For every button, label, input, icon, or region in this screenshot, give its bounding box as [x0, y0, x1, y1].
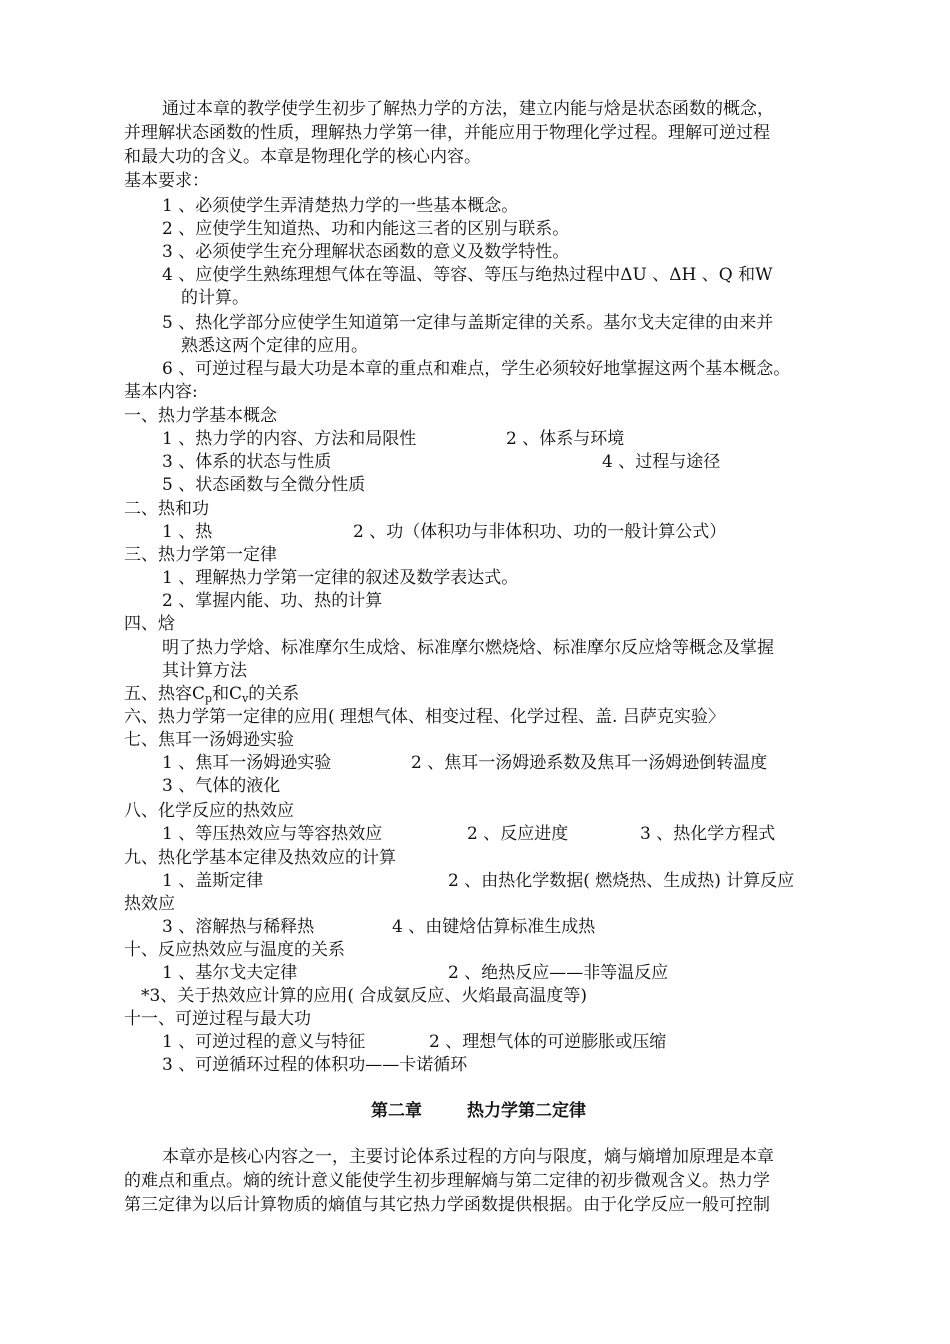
chapter-2-para-line-2: 的难点和重点。熵的统计意义能使学生初步理解熵与第二定律的初步微观含义。热力学: [124, 1171, 770, 1191]
requirement-item-3: 3 、必须使学生充分理解状态函数的意义及数学特性。: [162, 242, 570, 262]
section-10-title: 十、反应热效应与温度的关系: [124, 940, 345, 960]
requirement-item-1: 1 、必须使学生弄清楚热力学的一些基本概念。: [162, 196, 519, 216]
section-1-title: 一、热力学基本概念: [124, 406, 277, 426]
section-7-item-3: 3 、气体的液化: [162, 776, 281, 796]
section-9-item-3: 3 、溶解热与稀释热: [162, 917, 315, 937]
section-1-item-2: 2 、体系与环境: [506, 429, 625, 449]
section-9-item-1: 1 、盖斯定律: [162, 871, 264, 891]
intro-line-2: 并理解状态函数的性质，理解热力学第一律，并能应用于物理化学过程。理解可逆过程: [124, 123, 770, 143]
section-4-text-cont: 其计算方法: [162, 661, 247, 681]
section-10-item-1: 1 、基尔戈夫定律: [162, 963, 298, 983]
section-5-title: [124, 683, 299, 706]
section-1-item-5: 5 、状态函数与全微分性质: [162, 475, 366, 495]
section-8-item-3: 3 、热化学方程式: [640, 824, 776, 844]
section-4-text: 明了热力学焓、标准摩尔生成焓、标准摩尔燃烧焓、标准摩尔反应焓等概念及掌握: [162, 638, 774, 658]
cp-subscript: p: [205, 692, 213, 705]
section-7-item-1: 1 、焦耳一汤姆逊实验: [162, 753, 332, 773]
section-5-text-c: 的关系: [248, 684, 300, 704]
section-8-title: 八、化学反应的热效应: [124, 801, 294, 821]
content-heading: 基本内容:: [124, 382, 198, 402]
section-11-item-1: 1 、可逆过程的意义与特征: [162, 1032, 366, 1052]
requirement-item-4: 4 、应使学生熟练理想气体在等温、等容、等压与绝热过程中ΔU 、ΔH 、Q 和W: [162, 265, 773, 285]
section-1-item-3: 3 、体系的状态与性质: [162, 452, 332, 472]
section-2-item-1: 1 、热: [162, 522, 213, 542]
section-9-item-2-cont: 热效应: [124, 894, 175, 914]
section-10-item-3: *3、关于热效应计算的应用( 合成氨反应、火焰最高温度等): [141, 986, 587, 1006]
section-5-text-a: 五、热容C: [124, 684, 206, 704]
section-11-title: 十一、可逆过程与最大功: [124, 1009, 311, 1029]
section-7-item-2: 2 、焦耳一汤姆逊系数及焦耳一汤姆逊倒转温度: [411, 753, 768, 773]
section-1-item-4: 4 、过程与途径: [602, 452, 721, 472]
section-6-title: 六、热力学第一定律的应用( 理想气体、相变过程、化学过程、盖. 吕萨克实验〉: [124, 707, 725, 727]
section-2-title: 二、热和功: [124, 499, 209, 519]
section-11-item-3: 3 、可逆循环过程的体积功——卡诺循环: [162, 1055, 468, 1075]
section-11-item-2: 2 、理想气体的可逆膨胀或压缩: [429, 1032, 667, 1052]
requirement-item-6: 6 、可逆过程与最大功是本章的重点和难点，学生必须较好地掌握这两个基本概念。: [162, 359, 791, 379]
intro-line-3: 和最大功的含义。本章是物理化学的核心内容。: [124, 147, 481, 167]
chapter-2-title: 热力学第二定律: [467, 1101, 586, 1121]
section-3-item-2: 2 、掌握内能、功、热的计算: [162, 591, 383, 611]
intro-line-1: 通过本章的教学使学生初步了解热力学的方法，建立内能与焓是状态函数的概念，: [162, 99, 774, 119]
requirement-item-4-cont: 的计算。: [181, 288, 249, 308]
requirement-item-5-cont: 熟悉这两个定律的应用。: [181, 336, 368, 356]
section-3-title: 三、热力学第一定律: [124, 545, 277, 565]
section-7-title: 七、焦耳一汤姆逊实验: [124, 730, 294, 750]
requirement-item-5: 5 、热化学部分应使学生知道第一定律与盖斯定律的关系。基尔戈夫定律的由来并: [162, 313, 774, 333]
chapter-2-para-line-1: 本章亦是核心内容之一，主要讨论体系过程的方向与限度，熵与熵增加原理是本章: [162, 1147, 774, 1167]
requirement-item-2: 2 、应使学生知道热、功和内能这三者的区别与联系。: [162, 219, 570, 239]
chapter-2-label: 第二章: [371, 1101, 422, 1121]
chapter-2-para-line-3: 第三定律为以后计算物质的熵值与其它热力学函数提供根据。由于化学反应一般可控制: [124, 1195, 770, 1215]
cv-subscript: v: [242, 692, 249, 705]
section-8-item-2: 2 、反应进度: [467, 824, 569, 844]
section-9-item-2: 2 、由热化学数据( 燃烧热、生成热) 计算反应: [448, 871, 795, 891]
section-3-item-1: 1 、理解热力学第一定律的叙述及数学表达式。: [162, 568, 519, 588]
section-5-text-b: 和C: [212, 684, 243, 704]
section-9-title: 九、热化学基本定律及热效应的计算: [124, 848, 396, 868]
section-1-item-1: 1 、热力学的内容、方法和局限性: [162, 429, 417, 449]
section-2-item-2: 2 、功（体积功与非体积功、功的一般计算公式）: [353, 522, 727, 542]
section-9-item-4: 4 、由键焓估算标准生成热: [392, 917, 596, 937]
section-8-item-1: 1 、等压热效应与等容热效应: [162, 824, 383, 844]
requirements-heading: 基本要求：: [124, 171, 209, 191]
section-10-item-2: 2 、绝热反应——非等温反应: [448, 963, 669, 983]
section-4-title: 四、焓: [124, 614, 175, 634]
